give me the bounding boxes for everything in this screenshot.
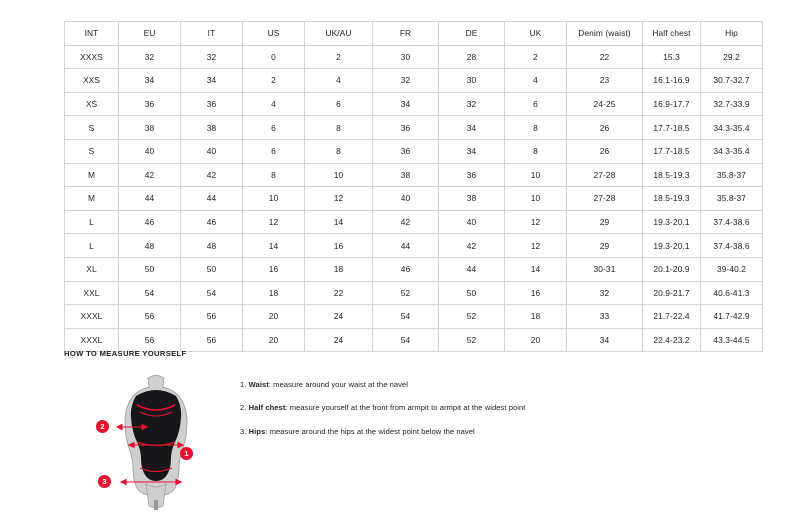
- size-table-container: [64, 21, 750, 352]
- cell: 34: [439, 116, 505, 140]
- cell: 40: [373, 187, 439, 211]
- cell: 8: [505, 116, 567, 140]
- cell: 27-28: [567, 187, 643, 211]
- cell: 15.3: [643, 45, 701, 69]
- note-number: 1.: [240, 380, 247, 389]
- cell: 54: [119, 281, 181, 305]
- cell: 26: [567, 139, 643, 163]
- column-header-int: INT: [65, 22, 119, 46]
- cell: XXXL: [65, 305, 119, 329]
- cell: M: [65, 163, 119, 187]
- cell: 2: [305, 45, 373, 69]
- column-header-eu: EU: [119, 22, 181, 46]
- table-row: [65, 69, 763, 93]
- cell: 50: [439, 281, 505, 305]
- cell: 19.3-20.1: [643, 234, 701, 258]
- cell: 42: [373, 210, 439, 234]
- cell: 4: [305, 69, 373, 93]
- cell: 48: [181, 234, 243, 258]
- cell: 26: [567, 116, 643, 140]
- cell: 16: [505, 281, 567, 305]
- cell: L: [65, 210, 119, 234]
- cell: 14: [305, 210, 373, 234]
- column-header-uk: UK: [505, 22, 567, 46]
- cell: 40: [439, 210, 505, 234]
- marker-1: 1: [180, 447, 193, 460]
- cell: S: [65, 116, 119, 140]
- cell: 20.1-20.9: [643, 257, 701, 281]
- cell: 8: [505, 139, 567, 163]
- table-row: [65, 234, 763, 258]
- column-header-us: US: [243, 22, 305, 46]
- cell: 30-31: [567, 257, 643, 281]
- cell: 18: [243, 281, 305, 305]
- cell: 33: [567, 305, 643, 329]
- cell: 38: [439, 187, 505, 211]
- cell: XS: [65, 92, 119, 116]
- cell: 43.3-44.5: [701, 328, 763, 352]
- measure-note-half-chest: [240, 403, 734, 413]
- cell: 34.3-35.4: [701, 116, 763, 140]
- column-header-fr: FR: [373, 22, 439, 46]
- measure-body: [64, 372, 734, 512]
- cell: 48: [119, 234, 181, 258]
- cell: 30: [439, 69, 505, 93]
- cell: 34: [373, 92, 439, 116]
- table-header: [65, 22, 763, 46]
- table-row: [65, 116, 763, 140]
- cell: 50: [181, 257, 243, 281]
- section-title: HOW TO MEASURE YOURSELF: [64, 349, 187, 358]
- cell: 52: [373, 281, 439, 305]
- cell: 12: [505, 210, 567, 234]
- table-row: [65, 281, 763, 305]
- cell: 36: [439, 163, 505, 187]
- cell: 29: [567, 234, 643, 258]
- size-conversion-table: [64, 21, 763, 352]
- cell: 6: [243, 116, 305, 140]
- cell: 21.7-22.4: [643, 305, 701, 329]
- cell: 52: [439, 328, 505, 352]
- column-header-uk-au: UK/AU: [305, 22, 373, 46]
- cell: XXXS: [65, 45, 119, 69]
- cell: 39-40.2: [701, 257, 763, 281]
- cell: 28: [439, 45, 505, 69]
- cell: 37.4-38.6: [701, 210, 763, 234]
- table-row: [65, 45, 763, 69]
- cell: 38: [181, 116, 243, 140]
- cell: 40: [119, 139, 181, 163]
- cell: 8: [305, 116, 373, 140]
- table-row: [65, 139, 763, 163]
- column-header-it: IT: [181, 22, 243, 46]
- cell: 41.7-42.9: [701, 305, 763, 329]
- cell: 14: [243, 234, 305, 258]
- table-row: [65, 92, 763, 116]
- cell: 40: [181, 139, 243, 163]
- cell: 16: [243, 257, 305, 281]
- cell: 20: [505, 328, 567, 352]
- cell: 16.9-17.7: [643, 92, 701, 116]
- cell: 56: [181, 328, 243, 352]
- cell: 18: [505, 305, 567, 329]
- mannequin-icon: [96, 372, 216, 512]
- cell: 29: [567, 210, 643, 234]
- cell: 34.3-35.4: [701, 139, 763, 163]
- table-row: [65, 210, 763, 234]
- cell: 36: [373, 116, 439, 140]
- cell: 54: [181, 281, 243, 305]
- cell: 22.4-23.2: [643, 328, 701, 352]
- cell: 19.3-20.1: [643, 210, 701, 234]
- note-number: 3.: [240, 426, 247, 436]
- cell: 38: [373, 163, 439, 187]
- cell: 46: [373, 257, 439, 281]
- cell: 24: [305, 305, 373, 329]
- cell: 34: [181, 69, 243, 93]
- cell: 34: [567, 328, 643, 352]
- cell: 27-28: [567, 163, 643, 187]
- cell: 2: [243, 69, 305, 93]
- cell: S: [65, 139, 119, 163]
- cell: 35.8-37: [701, 187, 763, 211]
- cell: 22: [567, 45, 643, 69]
- cell: 44: [373, 234, 439, 258]
- cell: 17.7-18.5: [643, 116, 701, 140]
- cell: 6: [243, 139, 305, 163]
- cell: 36: [119, 92, 181, 116]
- table-header-row: [65, 22, 763, 46]
- cell: 54: [373, 305, 439, 329]
- cell: 20: [243, 328, 305, 352]
- cell: 10: [505, 163, 567, 187]
- cell: 44: [119, 187, 181, 211]
- table-row: [65, 163, 763, 187]
- how-to-measure-section: [64, 349, 734, 512]
- cell: 4: [243, 92, 305, 116]
- cell: 37.4-38.6: [701, 234, 763, 258]
- cell: M: [65, 187, 119, 211]
- cell: 54: [373, 328, 439, 352]
- cell: 10: [305, 163, 373, 187]
- cell: 16: [305, 234, 373, 258]
- cell: 42: [181, 163, 243, 187]
- cell: 44: [439, 257, 505, 281]
- note-term: Hips: [248, 426, 266, 436]
- cell: 4: [505, 69, 567, 93]
- cell: 34: [439, 139, 505, 163]
- cell: 36: [373, 139, 439, 163]
- cell: 6: [305, 92, 373, 116]
- table-row: [65, 257, 763, 281]
- cell: 32: [373, 69, 439, 93]
- cell: 18.5-19.3: [643, 187, 701, 211]
- cell: 6: [505, 92, 567, 116]
- cell: 20.9-21.7: [643, 281, 701, 305]
- cell: 30.7-32.7: [701, 69, 763, 93]
- table-body: [65, 45, 763, 352]
- cell: 0: [243, 45, 305, 69]
- measure-note-waist: [240, 380, 734, 390]
- cell: 23: [567, 69, 643, 93]
- cell: 32: [567, 281, 643, 305]
- cell: 10: [505, 187, 567, 211]
- cell: 18.5-19.3: [643, 163, 701, 187]
- cell: 32: [181, 45, 243, 69]
- note-text: : measure around your waist at the navel: [268, 380, 409, 389]
- cell: 32.7-33.9: [701, 92, 763, 116]
- cell: 56: [119, 305, 181, 329]
- note-term: Half chest: [248, 403, 286, 413]
- cell: 56: [119, 328, 181, 352]
- cell: 8: [305, 139, 373, 163]
- cell: L: [65, 234, 119, 258]
- cell: 35.8-37: [701, 163, 763, 187]
- cell: 17.7-18.5: [643, 139, 701, 163]
- column-header-de: DE: [439, 22, 505, 46]
- cell: 22: [305, 281, 373, 305]
- note-term: Waist: [248, 380, 269, 389]
- cell: XL: [65, 257, 119, 281]
- cell: 16.1-16.9: [643, 69, 701, 93]
- cell: XXS: [65, 69, 119, 93]
- cell: XXXL: [65, 328, 119, 352]
- cell: 38: [119, 116, 181, 140]
- column-header-hip: Hip: [701, 22, 763, 46]
- cell: 18: [305, 257, 373, 281]
- cell: 32: [439, 92, 505, 116]
- cell: 46: [181, 210, 243, 234]
- mannequin-illustration: [96, 372, 216, 512]
- cell: 29.2: [701, 45, 763, 69]
- cell: 30: [373, 45, 439, 69]
- cell: 44: [181, 187, 243, 211]
- table-row: [65, 187, 763, 211]
- cell: 24: [305, 328, 373, 352]
- cell: 12: [505, 234, 567, 258]
- cell: 56: [181, 305, 243, 329]
- column-header-half-chest: Half chest: [643, 22, 701, 46]
- cell: XXL: [65, 281, 119, 305]
- cell: 32: [119, 45, 181, 69]
- measure-note-hips: [240, 427, 734, 437]
- cell: 12: [305, 187, 373, 211]
- cell: 8: [243, 163, 305, 187]
- marker-3: 3: [98, 475, 111, 488]
- cell: 24-25: [567, 92, 643, 116]
- cell: 46: [119, 210, 181, 234]
- note-text: : measure around the hips at the widest point below the navel: [265, 426, 475, 436]
- note-number: 2.: [240, 403, 247, 413]
- cell: 20: [243, 305, 305, 329]
- cell: 50: [119, 257, 181, 281]
- note-text: : measure yourself at the front from armpit to armpit at the widest point: [285, 403, 526, 413]
- table-row: [65, 305, 763, 329]
- cell: 52: [439, 305, 505, 329]
- cell: 36: [181, 92, 243, 116]
- cell: 10: [243, 187, 305, 211]
- cell: 34: [119, 69, 181, 93]
- cell: 12: [243, 210, 305, 234]
- cell: 2: [505, 45, 567, 69]
- cell: 14: [505, 257, 567, 281]
- cell: 42: [119, 163, 181, 187]
- cell: 42: [439, 234, 505, 258]
- cell: 40.6-41.3: [701, 281, 763, 305]
- column-header-denim-waist: Denim (waist): [567, 22, 643, 46]
- measure-notes: [240, 372, 734, 450]
- marker-2: 2: [96, 420, 109, 433]
